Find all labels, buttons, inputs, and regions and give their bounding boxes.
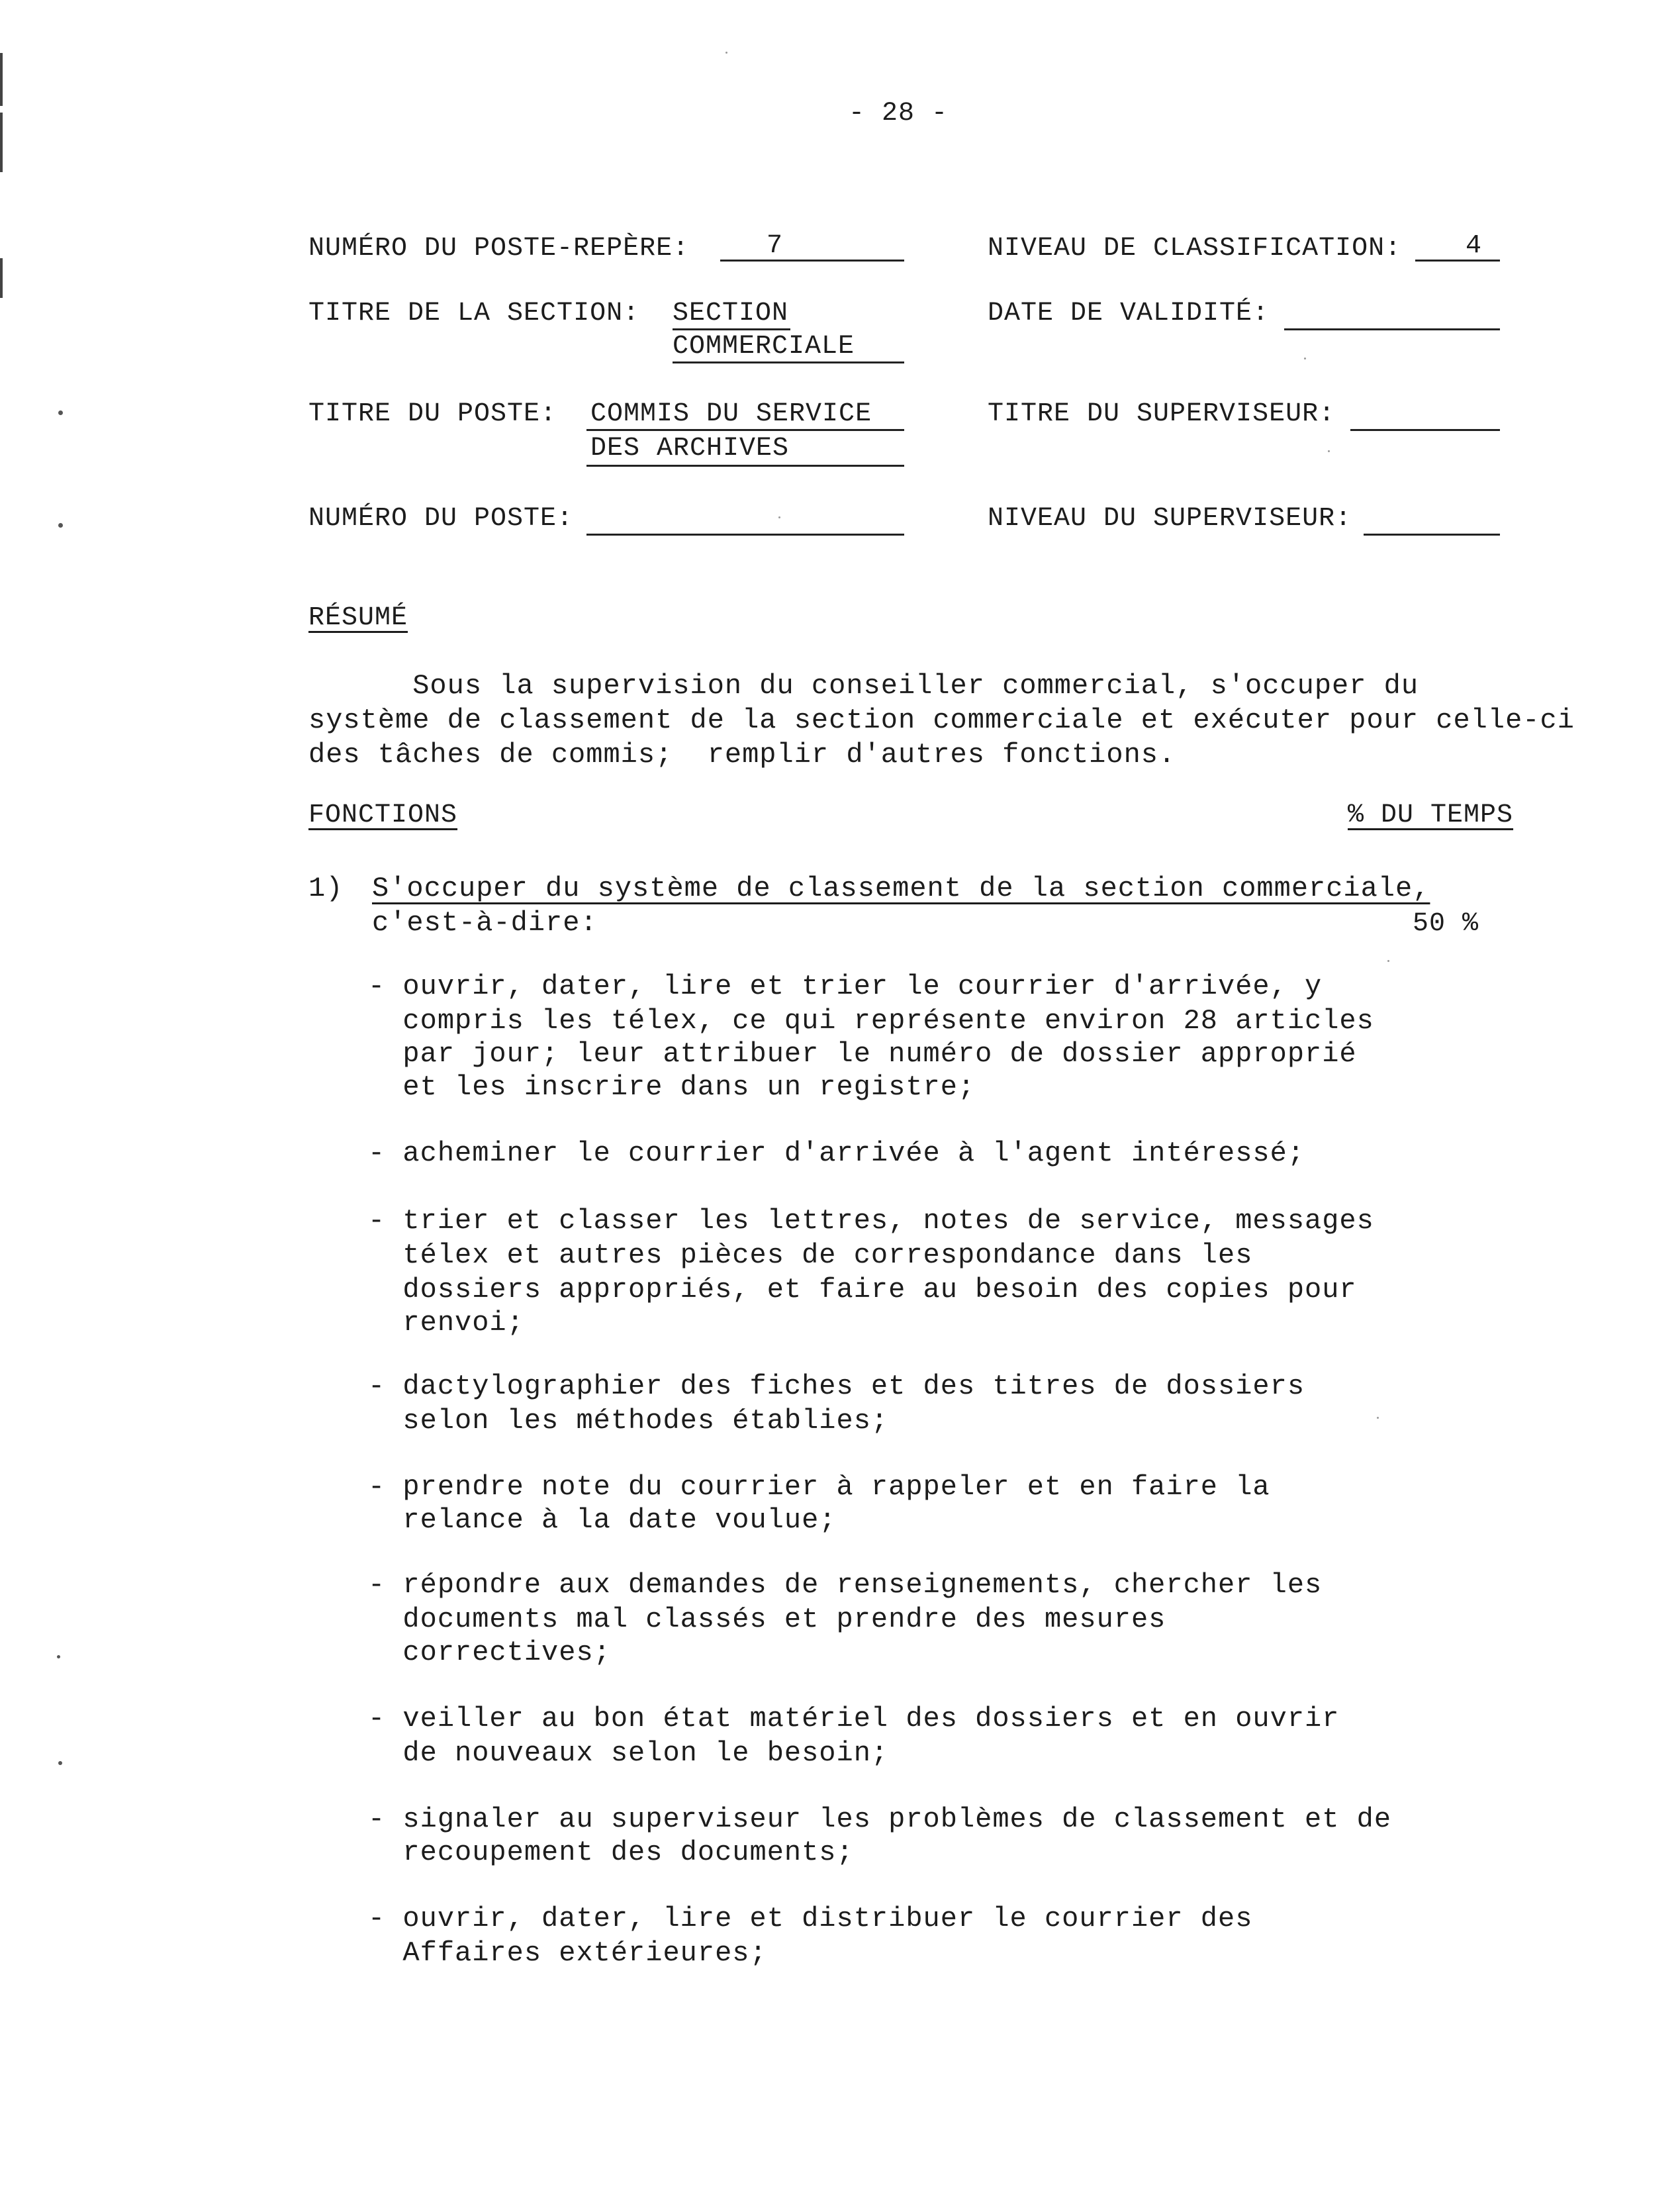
task-5-line-2: relance à la date voulue; [368,1504,837,1536]
task-6-line-3: correctives; [368,1637,611,1668]
niveau-superviseur-label: NIVEAU DU SUPERVISEUR: [988,504,1352,534]
task-9-line-2: Affaires extérieures; [368,1937,767,1969]
titre-section-value-line2: COMMERCIALE [673,332,855,361]
niveau-classification-label: NIVEAU DE CLASSIFICATION: [988,234,1402,264]
task-3-line-1: - trier et classer les lettres, notes de service, messages [368,1205,1374,1237]
resume-heading: RÉSUMÉ [308,603,408,633]
task-3-line-3: dossiers appropriés, et faire au besoin des copies pour [368,1274,1357,1306]
date-validite-line [1284,328,1500,330]
titre-superviseur-line [1350,429,1500,431]
scan-speck [58,410,63,415]
scan-speck [1304,358,1306,359]
resume-line-2: système de classement de la section commerciale et exécuter pour celle-ci [308,704,1575,736]
titre-section-value-line1: SECTION [673,299,789,328]
task-8-line-1: - signaler au superviseur les problèmes de classement et de [368,1803,1392,1835]
page-number: - 28 - [849,99,949,128]
task-1-line-4: et les inscrire dans un registre; [368,1071,976,1103]
task-6-line-2: documents mal classés et prendre des mesures [368,1604,1166,1635]
task-6-line-1: - répondre aux demandes de renseignements, chercher les [368,1569,1323,1601]
task-1-line-2: compris les télex, ce qui représente environ 28 articles [368,1005,1374,1037]
numero-poste-repere-label: NUMÉRO DU POSTE-REPÈRE: [308,234,690,264]
item1-subtitle: c'est-à-dire: [372,907,598,939]
titre-section-line2 [673,361,904,363]
numero-poste-line [586,534,904,536]
scan-edge-mark [0,113,3,172]
titre-poste-value-line1: COMMIS DU SERVICE [590,399,872,429]
item1-percent: 50 % [1413,909,1479,939]
resume-line-3: des tâches de commis; remplir d'autres fonctions. [308,739,1176,771]
item1-number: 1) [308,873,344,904]
numero-poste-label: NUMÉRO DU POSTE: [308,504,574,534]
titre-superviseur-label: TITRE DU SUPERVISEUR: [988,399,1336,429]
scan-speck [58,523,63,528]
titre-poste-value-line2: DES ARCHIVES [590,434,790,463]
scan-speck [1377,1417,1379,1419]
numero-poste-repere-line [720,260,904,262]
niveau-classification-value: 4 [1466,231,1483,261]
temps-heading: % DU TEMPS [1348,800,1514,830]
task-9-line-1: - ouvrir, dater, lire et distribuer le courrier des [368,1903,1253,1935]
numero-poste-repere-value: 7 [767,231,784,261]
task-8-line-2: recoupement des documents; [368,1837,854,1868]
scan-speck [1328,450,1330,452]
titre-poste-line1 [586,429,904,431]
scan-speck [57,1655,60,1658]
scan-speck [1387,960,1389,962]
task-4-line-2: selon les méthodes établies; [368,1405,889,1437]
scan-edge-mark [0,258,3,298]
scan-speck [778,516,780,518]
task-7-line-1: - veiller au bon état matériel des dossiers et en ouvrir [368,1703,1340,1735]
titre-poste-line2 [586,465,904,467]
task-3-line-4: renvoi; [368,1307,524,1339]
item1-title: S'occuper du système de classement de la section commerciale, [372,873,1430,904]
task-1-line-3: par jour; leur attribuer le numéro de dossier approprié [368,1038,1357,1070]
niveau-superviseur-line [1364,534,1500,536]
scan-speck [725,52,727,54]
task-4-line-1: - dactylographier des fiches et des titres de dossiers [368,1370,1305,1402]
task-7-line-2: de nouveaux selon le besoin; [368,1737,889,1769]
task-3-line-2: télex et autres pièces de correspondance dans les [368,1239,1253,1271]
resume-line-1: Sous la supervision du conseiller commercial, s'occuper du [308,670,1419,702]
titre-poste-label: TITRE DU POSTE: [308,399,557,429]
date-validite-label: DATE DE VALIDITÉ: [988,299,1270,328]
task-2-line-1: - acheminer le courrier d'arrivée à l'agent intéressé; [368,1137,1305,1169]
task-1-line-1: - ouvrir, dater, lire et trier le courrier d'arrivée, y [368,971,1323,1002]
niveau-classification-line [1415,260,1500,262]
fonctions-heading: FONCTIONS [308,800,458,830]
titre-section-label: TITRE DE LA SECTION: [308,299,640,328]
scan-edge-mark [0,53,3,106]
scan-speck [58,1761,62,1765]
task-5-line-1: - prendre note du courrier à rappeler et en faire la [368,1471,1270,1503]
